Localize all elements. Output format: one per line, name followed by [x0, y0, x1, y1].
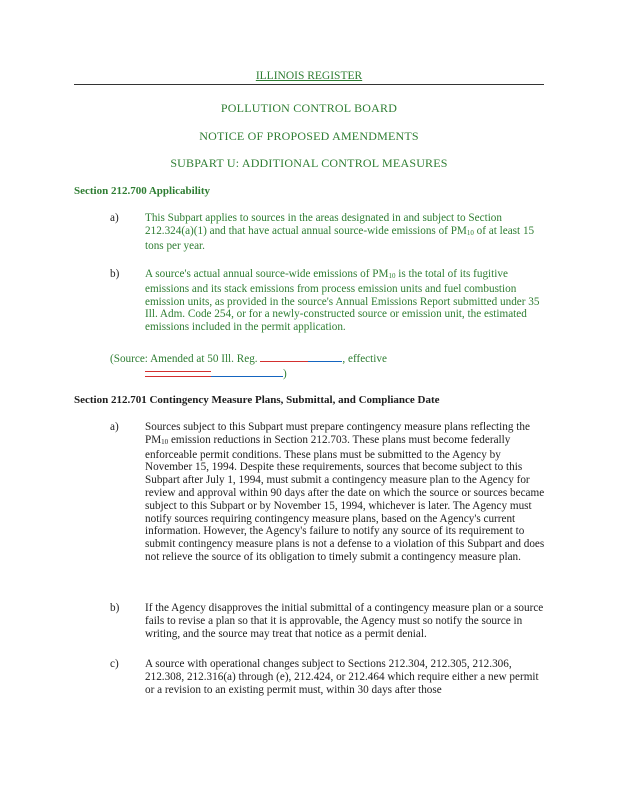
item-text-part: This Subpart applies to sources in the areas designated in and subject to Section 212.324(a)(1) and that have actual annual source-wide emissions of PM — [145, 212, 502, 237]
source-note — [110, 351, 550, 365]
section-701-heading: Section 212.701 Contingency Measure Plans, Submittal, and Compliance Date — [74, 394, 440, 406]
subpart-title: SUBPART U: ADDITIONAL CONTROL MEASURES — [170, 156, 448, 170]
source-note-mid: , effective — [342, 353, 387, 365]
section-701-item-a — [110, 421, 546, 564]
item-text — [145, 212, 546, 252]
register-title-text: ILLINOIS REGISTER — [255, 70, 363, 82]
item-text-part: A source's actual annual source-wide emissions of PM — [145, 268, 389, 280]
effective-date-blank-red — [145, 371, 211, 377]
section-700-item-b — [110, 268, 546, 334]
section-700-item-a — [110, 212, 546, 252]
item-text — [145, 421, 546, 564]
pm-subscript: 10 — [466, 228, 474, 237]
item-label: b) — [110, 602, 120, 614]
item-label: c) — [110, 658, 119, 670]
item-text: A source with operational changes subject to Sections 212.304, 212.305, 212.306, 212.308, 212.316(a) through (e), 212.424, or 212.464 which require either a new permit or a revision to an existing permit must, within 30 days after those — [145, 658, 539, 696]
header-rule — [74, 84, 544, 85]
effective-date-blank-blue — [211, 366, 283, 377]
pm-subscript: 10 — [388, 272, 396, 280]
source-note-close: ) — [283, 368, 287, 380]
reg-volume-blank — [260, 351, 308, 362]
board-title: POLLUTION CONTROL BOARD — [220, 101, 398, 115]
item-label: a) — [110, 421, 119, 433]
item-text: If the Agency disapproves the initial submittal of a contingency measure plan or a source fails to revise a plan so that it is approvable, the Agency must so notify the source in writing, and the source may treat that notice as a permit denial. — [145, 602, 544, 640]
effective-date-line — [145, 366, 287, 380]
section-700-heading: Section 212.700 Applicability — [74, 185, 210, 197]
source-note-prefix: (Source: Amended at 50 Ill. Reg. — [110, 353, 261, 365]
reg-page-blank — [308, 351, 342, 362]
item-label: b) — [110, 268, 120, 280]
notice-title: NOTICE OF PROPOSED AMENDMENTS — [199, 129, 419, 143]
section-701-item-b — [110, 602, 546, 640]
item-label: a) — [110, 212, 119, 224]
register-title — [0, 70, 618, 82]
item-text-part: is the total of its fugitive emissions and its stack emissions from process emission units and fuel combustion emission units, as provided in the source's Annual Emissions Report submitted under 35 Ill. Adm. Code 254, or for a newly-constructed source or emission unit, the estimated emissions included in the permit application. — [145, 268, 540, 334]
section-701-item-c — [110, 658, 546, 696]
item-text-part: of at least 15 tons per year. — [145, 224, 535, 252]
pm-subscript: 10 — [161, 437, 169, 446]
item-text-part: emission reductions in Section 212.703. These plans must become federally enforceable permit conditions. These plans must be submitted to the Agency by November 15, 1994. Despite these requirements, sources that become subject to this Subpart after July 1, 1994, must submit a contingency measure plan to the Agency for review and approval within 90 days after the date on which the source or sources became subject to this Subpart or by November 15, 1994, whichever is later. The Agency must notify sources requiring contingency measure plans, based on the Agency's current information. However, the Agency's failure to notify any source of its requirement to submit contingency measure plans is not a defense to a violation of this Subpart and does not relieve the source of its obligation to timely submit a contingency measure plan. — [145, 433, 545, 563]
item-text — [145, 268, 546, 334]
item-text-part: Sources subject to this Subpart must prepare contingency measure plans reflecting the PM — [145, 421, 530, 446]
